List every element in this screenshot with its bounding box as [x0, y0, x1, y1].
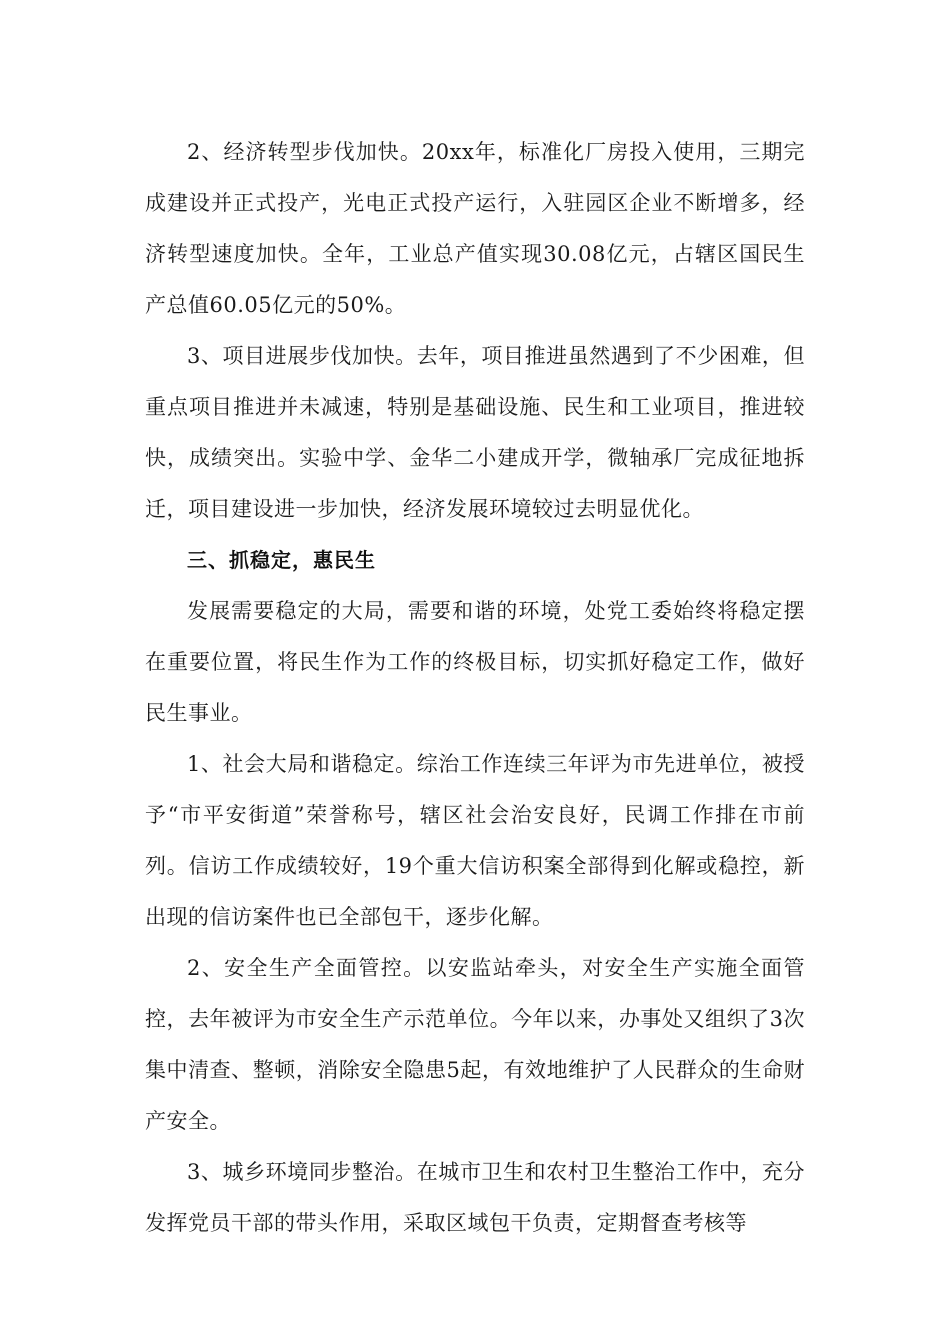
paragraph-stability-intro: 发展需要稳定的大局，需要和谐的环境，处党工委始终将稳定摆在重要位置，将民生作为工作的终极目标，切实抓好稳定工作，做好民生事业。 [145, 599, 805, 725]
paragraph-project-progress: 3、项目进展步伐加快。去年，项目推进虽然遇到了不少困难，但重点项目推进并未减速，特别是基础设施、民生和工业项目，推进较快，成绩突出。实验中学、金华二小建成开学，微轴承厂完成征地拆迁，项目建设进一步加快，经济发展环境较过去明显优化。 [145, 344, 805, 521]
document-body [145, 127, 805, 1249]
paragraph-environment-rectification: 3、城乡环境同步整治。在城市卫生和农村卫生整治工作中，充分发挥党员干部的带头作用，采取区域包干负责，定期督查考核等 [145, 1160, 805, 1235]
section-heading-stability: 三、抓稳定，惠民生 [187, 548, 376, 572]
paragraph-safety-production: 2、安全生产全面管控。以安监站牵头，对安全生产实施全面管控，去年被评为市安全生产示范单位。今年以来，办事处又组织了3次集中清查、整顿，消除安全隐患5起，有效地维护了人民群众的生命财产安全。 [145, 956, 805, 1133]
paragraph-social-harmony: 1、社会大局和谐稳定。综治工作连续三年评为市先进单位，被授予“市平安街道”荣誉称号，辖区社会治安良好，民调工作排在市前列。信访工作成绩较好，19个重大信访积案全部得到化解或稳控，新出现的信访案件也已全部包干，逐步化解。 [145, 752, 805, 929]
paragraph-economic-transformation: 2、经济转型步伐加快。20xx年，标准化厂房投入使用，三期完成建设并正式投产，光电正式投产运行，入驻园区企业不断增多，经济转型速度加快。全年，工业总产值实现30.08亿元，占辖区国民生产总值60.05亿元的50%。 [145, 140, 805, 317]
